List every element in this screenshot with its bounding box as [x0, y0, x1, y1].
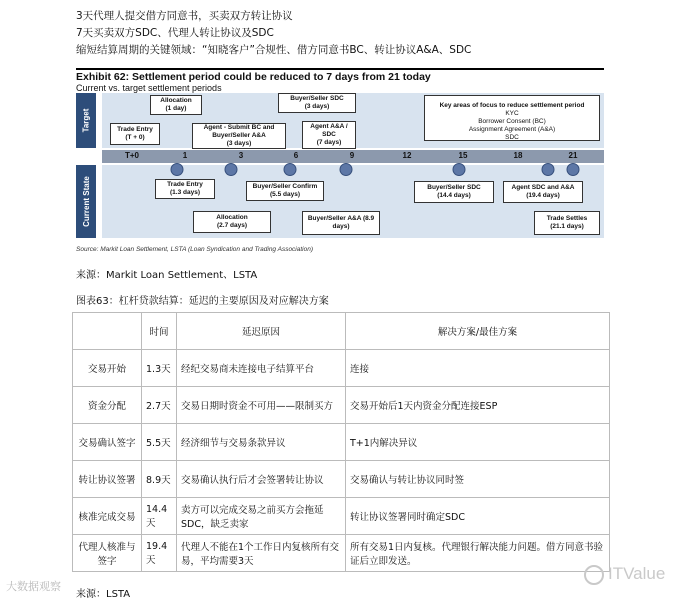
solution-cell: 连接	[346, 350, 610, 387]
reason-cell: 交易确认执行后才会签署转让协议	[177, 461, 346, 498]
timeline-marker	[225, 163, 238, 176]
current-box-trade-settles: Trade Settles (21.1 days)	[534, 211, 600, 235]
time-cell: 14.4天	[142, 498, 177, 535]
wechat-logo-icon	[584, 565, 604, 585]
table-row	[73, 387, 610, 424]
target-box-agent-aa-sdc: Agent A&A / SDC (7 days)	[302, 121, 356, 149]
tick-label: 3	[238, 151, 244, 160]
watermark-right	[584, 564, 665, 585]
intro-line-1: 3天代理人提交借方同意书，买卖双方转让协议	[76, 10, 293, 22]
tick-label: 1	[182, 151, 188, 160]
solution-cell: T+1内解决异议	[346, 424, 610, 461]
exhibit-top-rule	[76, 68, 604, 70]
target-box-trade-entry: Trade Entry (T + 0)	[110, 123, 160, 145]
table-header-cell: 解决方案/最佳方案	[346, 313, 610, 350]
delay-causes-table	[72, 312, 610, 572]
watermark-left: 大数据观察	[6, 580, 61, 593]
settlement-timeline-chart	[76, 93, 604, 243]
timeline-marker	[284, 163, 297, 176]
stage-cell: 核准完成交易	[73, 498, 142, 535]
table-header-row	[73, 313, 610, 350]
exhibit-source-note: Source: Markit Loan Settlement, LSTA (Loan Syndication and Trading Association)	[76, 246, 314, 253]
target-box-allocation: Allocation (1 day)	[150, 95, 202, 115]
solution-cell: 所有交易1日内复核。代理银行解决能力问题。借方同意书验证后立即发送。	[346, 535, 610, 572]
reason-cell: 代理人不能在1个工作日内复核所有交易，平均需要3天	[177, 535, 346, 572]
timeline-marker	[453, 163, 466, 176]
tick-label: 12	[402, 151, 412, 160]
table-row	[73, 350, 610, 387]
table-header-cell	[73, 313, 142, 350]
target-box-buyer-seller-sdc: Buyer/Seller SDC (3 days)	[278, 93, 356, 113]
current-box-agent-sdc-aa: Agent SDC and A&A (19.4 days)	[503, 181, 583, 203]
source-caption-1: 来源：Markit Loan Settlement、LSTA	[76, 270, 258, 281]
time-cell: 1.3天	[142, 350, 177, 387]
reason-cell: 经济细节与交易条款异议	[177, 424, 346, 461]
tick-label: 18	[513, 151, 523, 160]
intro-line-2: 7天买卖双方SDC、代理人转让协议及SDC	[76, 27, 274, 39]
table-row	[73, 535, 610, 572]
target-label: Target	[76, 93, 96, 148]
table-header-cell: 延迟原因	[177, 313, 346, 350]
solution-cell: 交易确认与转让协议同时签	[346, 461, 610, 498]
current-box-buyer-seller-aa: Buyer/Seller A&A (8.9 days)	[302, 211, 380, 235]
exhibit-subtitle: Current vs. target settlement periods	[76, 83, 222, 93]
tick-label: 15	[458, 151, 468, 160]
time-cell: 8.9天	[142, 461, 177, 498]
time-cell: 5.5天	[142, 424, 177, 461]
stage-cell: 交易确认签字	[73, 424, 142, 461]
timeline-marker	[567, 163, 580, 176]
tick-label: 21	[568, 151, 578, 160]
reason-cell: 经纪交易商未连接电子结算平台	[177, 350, 346, 387]
tick-label: 6	[293, 151, 299, 160]
tick-label: 9	[349, 151, 355, 160]
table-row	[73, 461, 610, 498]
timeline-marker	[542, 163, 555, 176]
table-header-cell: 时间	[142, 313, 177, 350]
intro-line-3: 缩短结算周期的关键领域：“知晓客户”合规性、借方同意书BC、转让协议A&A、SDC	[76, 44, 472, 56]
figure-63-title: 图表63：杠杆贷款结算：延迟的主要原因及对应解决方案	[76, 296, 329, 307]
watermark-right-text: ITValue	[608, 564, 666, 583]
reason-cell: 卖方可以完成交易之前买方会拖延SDC，缺乏卖家	[177, 498, 346, 535]
current-box-trade-entry: Trade Entry (1.3 days)	[155, 179, 215, 199]
stage-cell: 转让协议签署	[73, 461, 142, 498]
current-state-label: Current State	[76, 165, 96, 238]
table-row	[73, 498, 610, 535]
time-cell: 19.4天	[142, 535, 177, 572]
stage-cell: 交易开始	[73, 350, 142, 387]
reason-cell: 交易日期时资金不可用——限制买方	[177, 387, 346, 424]
current-box-buyer-seller-sdc: Buyer/Seller SDC (14.4 days)	[414, 181, 494, 203]
solution-cell: 转让协议签署同时确定SDC	[346, 498, 610, 535]
stage-cell: 代理人核准与签字	[73, 535, 142, 572]
tick-label: T+0	[124, 151, 140, 160]
table-row	[73, 424, 610, 461]
solution-cell: 交易开始后1天内资金分配连接ESP	[346, 387, 610, 424]
current-box-buyer-seller-confirm: Buyer/Seller Confirm (5.5 days)	[246, 181, 324, 201]
stage-cell: 资金分配	[73, 387, 142, 424]
timeline-marker	[171, 163, 184, 176]
time-cell: 2.7天	[142, 387, 177, 424]
timeline-marker	[340, 163, 353, 176]
source-caption-2: 来源：LSTA	[76, 589, 131, 600]
target-box-agent-submit-bc: Agent - Submit BC and Buyer/Seller A&A (3 days)	[192, 123, 286, 149]
key-areas-box: Key areas of focus to reduce settlement period KYC Borrower Consent (BC) Assignment Agreement (A&A) SDC	[424, 95, 600, 141]
current-box-allocation: Allocation (2.7 days)	[193, 211, 271, 233]
exhibit-title: Exhibit 62: Settlement period could be reduced to 7 days from 21 today	[76, 71, 431, 83]
